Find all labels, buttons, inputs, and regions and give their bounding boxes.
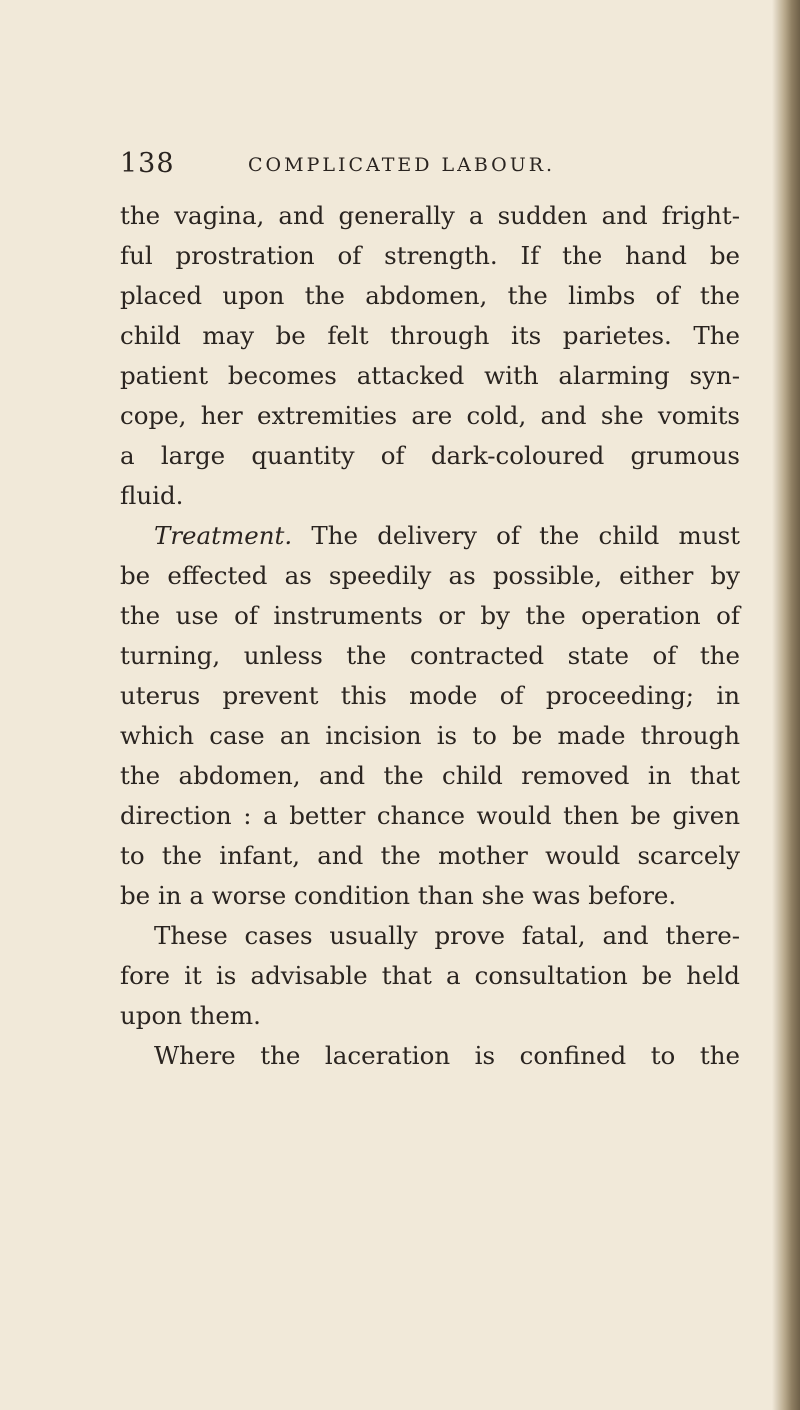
text-line: which case an incision is to be made through: [120, 721, 740, 750]
text-line: child may be felt through its parietes. The: [120, 321, 740, 350]
text-line: the use of instruments or by the operation of: [120, 601, 740, 630]
text-line: be in a worse condition than she was before.: [120, 881, 677, 910]
text-line: uterus prevent this mode of proceeding; in: [120, 681, 740, 710]
text-line-continuation: The delivery of the child must: [311, 521, 740, 550]
text-line: be effected as speedily as possible, either by: [120, 561, 740, 590]
text-line: the vagina, and generally a sudden and fright-: [120, 201, 740, 230]
page-number: 138: [120, 148, 175, 179]
text-line: patient becomes attacked with alarming syn-: [120, 361, 740, 390]
text-line: [120, 516, 740, 556]
running-title: COMPLICATED LABOUR.: [248, 154, 556, 176]
text-line: cope, her extremities are cold, and she vomits: [120, 401, 740, 430]
text-line: direction : a better chance would then be given: [120, 801, 740, 830]
text-line: placed upon the abdomen, the limbs of the: [120, 281, 740, 310]
text-line: turning, unless the contracted state of the: [120, 641, 740, 670]
text-line: the abdomen, and the child removed in that: [120, 761, 740, 790]
text-line: Where the laceration is confined to the: [154, 1041, 740, 1070]
text-line: a large quantity of dark-coloured grumous: [120, 441, 740, 470]
text-line: fluid.: [120, 481, 184, 510]
text-line: These cases usually prove fatal, and there-: [154, 921, 740, 950]
page-edge-shadow: [772, 0, 800, 1410]
section-lead-in: Treatment.: [154, 521, 293, 550]
page-header: [120, 146, 760, 186]
text-line: ful prostration of strength. If the hand be: [120, 241, 740, 270]
text-line: fore it is advisable that a consultation be held: [120, 961, 740, 990]
text-line: upon them.: [120, 1001, 261, 1030]
text-line: to the infant, and the mother would scarcely: [120, 841, 740, 870]
body-text: [120, 196, 740, 1076]
